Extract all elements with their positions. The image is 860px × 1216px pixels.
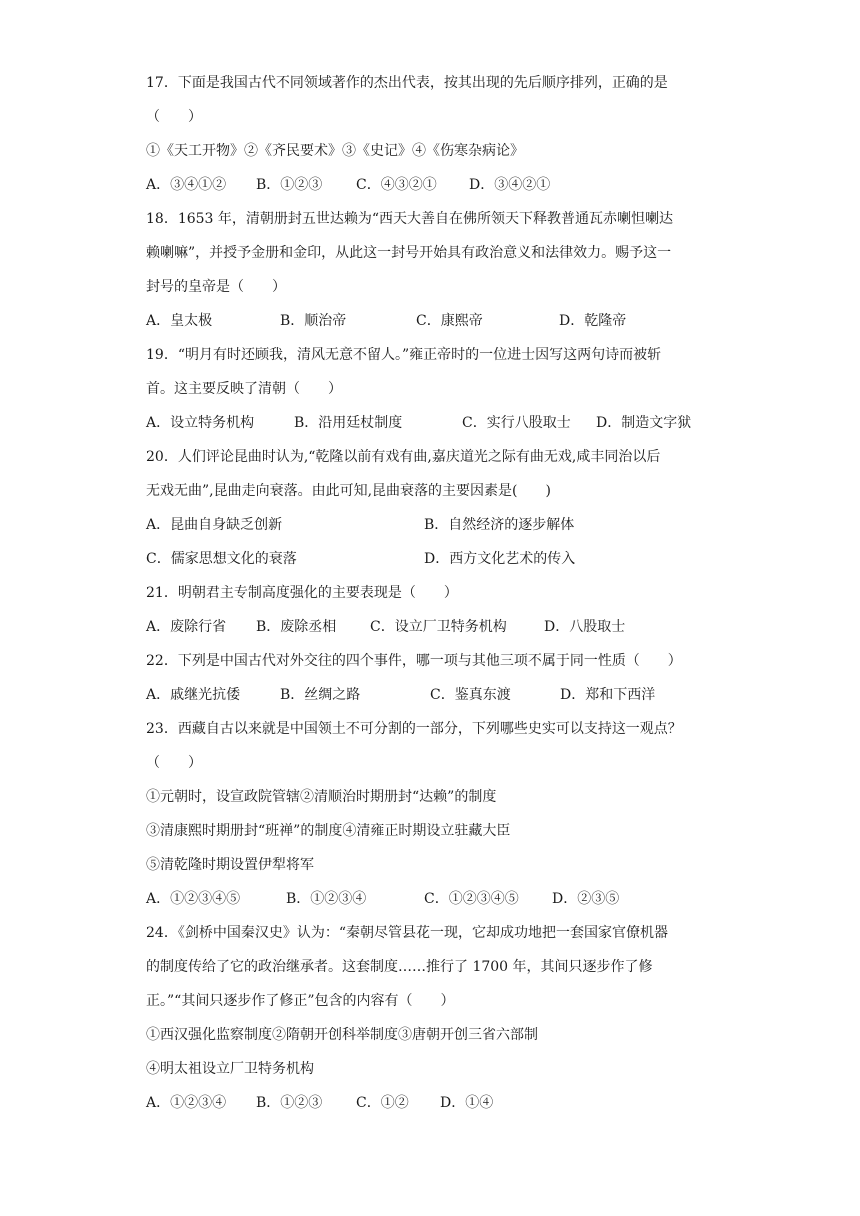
q22-options	[146, 678, 726, 712]
q24-stem-line-1: 24．《剑桥中国秦汉史》认为：“秦朝尽管县花一现，它却成功地把一套国家官僚机器	[146, 925, 668, 941]
q23-option-d[interactable]: D．②③⑤	[552, 891, 620, 907]
q17-option-d[interactable]: D．③④②①	[469, 177, 551, 193]
q17-options	[146, 168, 726, 202]
q21-stem-line-1: 21．明朝君主专制高度强化的主要表现是（ ）	[146, 585, 458, 601]
q23-stem-line-2: （ ）	[146, 755, 202, 771]
q18-option-b[interactable]: B．顺治帝	[280, 313, 347, 329]
q19-option-b[interactable]: B．沿用廷杖制度	[294, 415, 403, 431]
q21-options	[146, 610, 726, 644]
q19-option-a[interactable]: A．设立特务机构	[146, 415, 255, 431]
q21-option-a[interactable]: A．废除行省	[146, 619, 227, 635]
q18-option-a[interactable]: A．皇太极	[146, 313, 213, 329]
q17-stem-line-1: 17．下面是我国古代不同领域著作的杰出代表，按其出现的先后顺序排列，正确的是	[146, 75, 668, 91]
q18-options	[146, 304, 726, 338]
q20-option-c[interactable]: C．儒家思想文化的衰落	[146, 551, 297, 567]
q17-stem-line-2: （ ）	[146, 109, 202, 125]
q19-option-d[interactable]: D．制造文字狱	[596, 415, 692, 431]
q18-stem-line-2: 赖喇嘛”，并授予金册和金印，从此这一封号开始具有政治意义和法律效力。赐予这一	[146, 245, 672, 261]
q18-stem-line-3: 封号的皇帝是（ ）	[146, 279, 286, 295]
q21-option-c[interactable]: C．设立厂卫特务机构	[370, 619, 507, 635]
q19-stem-line-2: 首。这主要反映了清朝（ ）	[146, 381, 342, 397]
q20-option-d[interactable]: D．西方文化艺术的传入	[424, 551, 576, 567]
q23-option-b[interactable]: B．①②③④	[286, 891, 367, 907]
q17-items: ①《天工开物》②《齐民要术》③《史记》④《伤寒杂病论》	[146, 143, 524, 159]
q20-stem-line-2: 无戏无曲”,昆曲走向衰落。由此可知,昆曲衰落的主要因素是( )	[146, 483, 551, 499]
q23-stem-line-1: 23．西藏自古以来就是中国领土不可分割的一部分，下列哪些史实可以支持这一观点？	[146, 721, 682, 737]
q19-stem-line-1: 19．“明月有时还顾我，清风无意不留人。”雍正帝时的一位进士因写这两句诗而被斩	[146, 347, 662, 363]
q22-option-b[interactable]: B．丝绸之路	[280, 687, 361, 703]
q20-options-row-1	[146, 508, 726, 542]
q23-items-line-2: ③清康熙时期册封“班禅”的制度④清雍正时期设立驻藏大臣	[146, 823, 511, 839]
q24-option-c[interactable]: C．①②	[356, 1095, 409, 1111]
q23-items-line-1: ①元朝时，设宣政院管辖②清顺治时期册封“达赖”的制度	[146, 789, 497, 805]
q21-option-d[interactable]: D．八股取士	[544, 619, 626, 635]
question-page	[146, 66, 726, 1120]
q23-option-a[interactable]: A．①②③④⑤	[146, 891, 241, 907]
q24-stem-line-2: 的制度传给了它的政治继承者。这套制度……推行了 1700 年，其间只逐步作了修	[146, 959, 653, 975]
q24-option-b[interactable]: B．①②③	[256, 1095, 323, 1111]
q20-option-a[interactable]: A．昆曲自身缺乏创新	[146, 517, 283, 533]
q24-options	[146, 1086, 726, 1120]
q19-option-c[interactable]: C．实行八股取士	[462, 415, 571, 431]
q18-option-c[interactable]: C．康熙帝	[416, 313, 483, 329]
q23-items-line-3: ⑤清乾隆时期设置伊犁将军	[146, 857, 314, 873]
q24-option-a[interactable]: A．①②③④	[146, 1095, 227, 1111]
q17-option-a[interactable]: A．③④①②	[146, 177, 227, 193]
q17-option-c[interactable]: C．④③②①	[356, 177, 437, 193]
q24-items-line-2: ④明太祖设立厂卫特务机构	[146, 1061, 314, 1077]
q18-option-d[interactable]: D．乾隆帝	[559, 313, 627, 329]
q20-options-row-2	[146, 542, 726, 576]
q24-stem-line-3: 正。”“其间只逐步作了修正”包含的内容有（ ）	[146, 993, 455, 1009]
q22-option-c[interactable]: C．鉴真东渡	[430, 687, 511, 703]
q22-option-d[interactable]: D．郑和下西洋	[560, 687, 656, 703]
q23-options	[146, 882, 726, 916]
q21-option-b[interactable]: B．废除丞相	[256, 619, 337, 635]
q22-option-a[interactable]: A．戚继光抗倭	[146, 687, 241, 703]
q20-stem-line-1: 20．人们评论昆曲时认为,“乾隆以前有戏有曲,嘉庆道光之际有曲无戏,咸丰同治以后	[146, 449, 661, 465]
q24-option-d[interactable]: D．①④	[440, 1095, 494, 1111]
q23-option-c[interactable]: C．①②③④⑤	[424, 891, 519, 907]
q19-options	[146, 406, 726, 440]
q17-option-b[interactable]: B．①②③	[256, 177, 323, 193]
q24-items-line-1: ①西汉强化监察制度②隋朝开创科举制度③唐朝开创三省六部制	[146, 1027, 538, 1043]
q18-stem-line-1: 18．1653 年，清朝册封五世达赖为“西天大善自在佛所领天下释教普通瓦赤喇怛喇达	[146, 211, 674, 227]
q20-option-b[interactable]: B．自然经济的逐步解体	[424, 517, 575, 533]
q22-stem-line-1: 22．下列是中国古代对外交往的四个事件，哪一项与其他三项不属于同一性质（ ）	[146, 653, 682, 669]
